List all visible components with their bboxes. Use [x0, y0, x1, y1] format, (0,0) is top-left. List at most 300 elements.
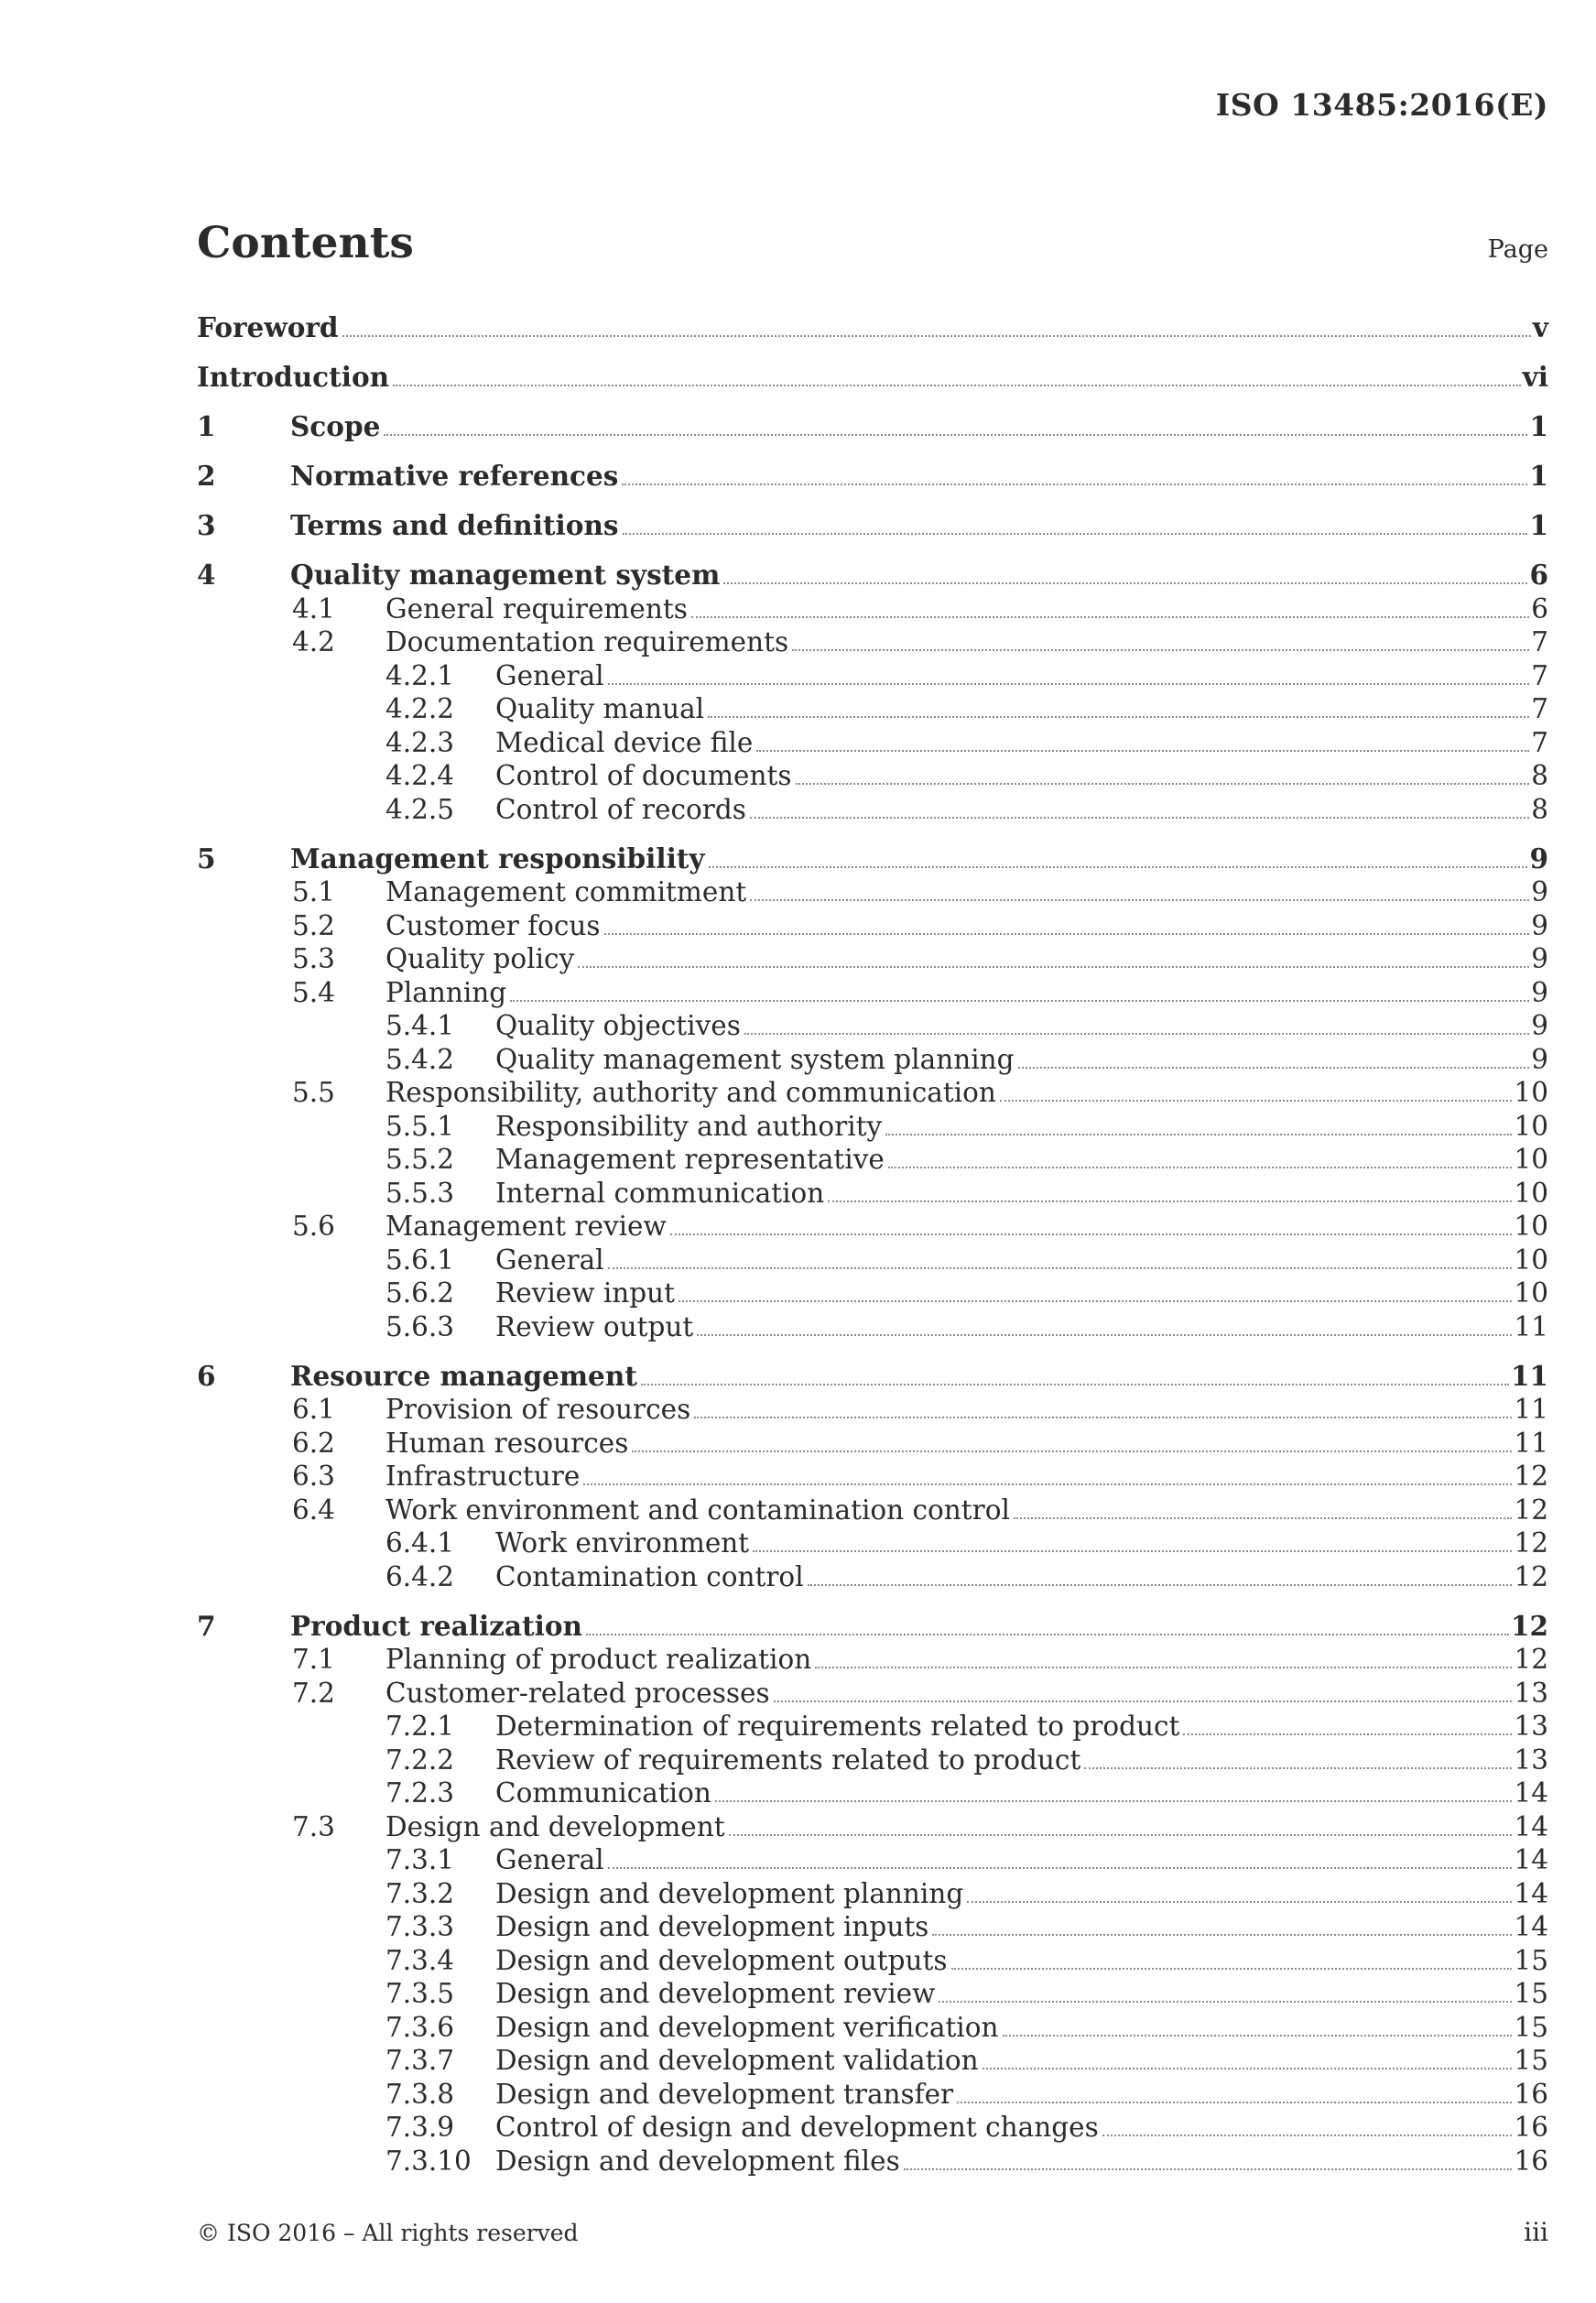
toc-entry-title[interactable]: Foreword — [197, 311, 339, 343]
toc-entry-line — [495, 759, 1548, 793]
toc-entry-line — [385, 1810, 1548, 1844]
toc-entry-title[interactable]: Customer-related processes — [385, 1677, 770, 1709]
toc-entry[interactable] — [197, 1210, 1548, 1244]
toc-entry[interactable] — [197, 793, 1548, 827]
toc-entry-title[interactable]: General — [495, 1844, 604, 1875]
toc-entry-title[interactable]: Review of requirements related to product — [495, 1744, 1081, 1776]
toc-entry-page: 9 — [1531, 1043, 1548, 1075]
toc-entry-page: 12 — [1514, 1644, 1548, 1675]
toc-entry-page: 9 — [1531, 909, 1548, 941]
toc-entry-number: 7.1 — [292, 1644, 335, 1675]
toc-entry-number: 6 — [197, 1359, 216, 1392]
dot-leader — [729, 1834, 1513, 1836]
toc-entry-line — [290, 842, 1548, 876]
toc-entry-number: 7.3.2 — [385, 1877, 455, 1909]
toc-entry-title[interactable]: Quality objectives — [495, 1010, 741, 1041]
toc-entry-title[interactable]: Medical device file — [495, 726, 754, 758]
toc-entry-number: 5.4 — [292, 976, 335, 1008]
toc-entry-title[interactable]: Design and development inputs — [495, 1911, 929, 1942]
toc-entry-title[interactable]: Planning — [385, 976, 507, 1008]
toc-entry-line — [495, 1310, 1548, 1344]
toc-entry-title[interactable]: Quality management system — [290, 559, 721, 591]
toc-entry-title[interactable]: Design and development files — [495, 2145, 900, 2177]
toc-entry-page: 8 — [1531, 760, 1548, 791]
toc-entry-page: 14 — [1514, 1810, 1548, 1842]
toc-entry-line — [385, 592, 1548, 626]
dot-leader — [679, 1300, 1512, 1302]
toc-entry-line — [495, 2011, 1548, 2045]
toc-entry[interactable] — [197, 1276, 1548, 1310]
toc-entry[interactable] — [197, 875, 1548, 909]
toc-entry[interactable] — [197, 976, 1548, 1010]
dot-leader — [342, 335, 1531, 337]
toc-entry-number: 2 — [197, 460, 216, 492]
toc-entry-title[interactable]: Quality manual — [495, 693, 705, 724]
toc-entry-title[interactable]: Control of design and development changes — [495, 2112, 1099, 2143]
toc-entry-line — [495, 1910, 1548, 1944]
toc-entry-number: 5 — [197, 842, 216, 874]
toc-entry-title[interactable]: Review output — [495, 1310, 694, 1342]
toc-entry[interactable] — [197, 1643, 1548, 1677]
dot-leader — [774, 1700, 1513, 1702]
toc-entry-page: 9 — [1531, 1010, 1548, 1041]
toc-entry-number: 7.3.3 — [385, 1911, 455, 1942]
toc-entry-line — [495, 692, 1548, 726]
toc-entry-page: 10 — [1514, 1177, 1548, 1209]
toc-entry-line — [495, 793, 1548, 827]
toc-entry-number: 7.2.1 — [385, 1711, 455, 1742]
toc-entry-page: 7 — [1531, 693, 1548, 724]
dot-leader — [904, 2168, 1513, 2170]
dot-leader — [815, 1667, 1512, 1668]
toc-entry[interactable] — [197, 1744, 1548, 1777]
toc-entry-number: 5.5.1 — [385, 1110, 455, 1142]
toc-entry-line — [290, 559, 1548, 592]
toc-entry-title[interactable]: Design and development planning — [495, 1877, 964, 1909]
page-number: iii — [1524, 2217, 1548, 2247]
toc-entry-title[interactable]: Work environment and contamination control — [385, 1494, 1010, 1526]
toc-entry-line — [197, 361, 1548, 395]
toc-entry-number: 7.3.4 — [385, 1944, 455, 1976]
toc-entry[interactable] — [197, 592, 1548, 626]
toc-entry-title[interactable]: Contamination control — [495, 1560, 804, 1592]
toc-entry-page: 1 — [1529, 460, 1548, 492]
toc-entry-line — [495, 659, 1548, 693]
toc-entry-page: 14 — [1514, 1777, 1548, 1809]
toc-entry-title[interactable]: Control of documents — [495, 760, 792, 791]
toc-entry-line — [495, 1043, 1548, 1077]
toc-entry[interactable] — [197, 1043, 1548, 1077]
dot-leader — [932, 1934, 1512, 1936]
toc-entry-line — [495, 1276, 1548, 1310]
toc-entry[interactable] — [197, 1009, 1548, 1043]
toc-entry[interactable] — [197, 2145, 1548, 2178]
toc-entry-line — [495, 1877, 1548, 1911]
toc-entry-page: 10 — [1514, 1277, 1548, 1309]
dot-leader — [632, 1450, 1512, 1452]
toc-entry-title[interactable]: Responsibility and authority — [495, 1110, 883, 1142]
toc-entry-line — [290, 1360, 1548, 1394]
dot-leader — [1014, 1517, 1513, 1519]
toc-entry[interactable] — [197, 1610, 1548, 1644]
toc-entry-line — [290, 410, 1548, 444]
dot-leader — [393, 385, 1521, 386]
toc-entry[interactable] — [197, 1460, 1548, 1494]
dot-leader — [708, 716, 1529, 718]
toc-entry-title[interactable]: Planning of product realization — [385, 1644, 812, 1675]
toc-entry-number: 6.4.2 — [385, 1560, 455, 1592]
document-id: ISO 13485:2016(E) — [1215, 87, 1548, 123]
toc-entry-page: 14 — [1514, 1877, 1548, 1909]
toc-entry-number: 4.2.3 — [385, 726, 455, 758]
toc-entry[interactable] — [197, 1526, 1548, 1560]
toc-entry-number: 3 — [197, 509, 216, 541]
toc-entry-line — [385, 909, 1548, 943]
toc-entry-line — [495, 1843, 1548, 1877]
dot-leader — [608, 1867, 1513, 1869]
toc-entry-title[interactable]: Control of records — [495, 793, 746, 825]
toc-entry-number: 5.4.1 — [385, 1010, 455, 1041]
toc-entry-page: 9 — [1531, 976, 1548, 1008]
toc-entry[interactable] — [197, 1877, 1548, 1911]
toc-entry-page: v — [1532, 311, 1548, 343]
toc-entry-line — [495, 1944, 1548, 1978]
toc-entry-title[interactable]: Management responsibility — [290, 842, 705, 874]
toc-entry-title[interactable]: Normative references — [290, 460, 619, 492]
toc-entry-number: 7.3.5 — [385, 1978, 455, 2009]
dot-leader — [1102, 2135, 1513, 2136]
toc-entry-page: vi — [1522, 361, 1548, 393]
toc-entry-line — [495, 2078, 1548, 2112]
dot-leader — [1000, 1100, 1513, 1102]
toc-entry-line — [290, 509, 1548, 543]
toc-entry[interactable] — [197, 1110, 1548, 1144]
toc-entry[interactable] — [197, 759, 1548, 793]
toc-entry[interactable] — [197, 1977, 1548, 2011]
toc-entry-number: 7.2.3 — [385, 1777, 455, 1809]
toc-entry-page: 11 — [1510, 1359, 1548, 1392]
toc-entry-line — [385, 1427, 1548, 1461]
table-of-contents — [197, 311, 1548, 2178]
toc-entry-number: 5.5.3 — [385, 1177, 455, 1209]
dot-leader — [723, 582, 1527, 584]
toc-entry-line — [495, 1526, 1548, 1560]
dot-leader — [641, 1384, 1509, 1385]
toc-entry-number: 7.3.8 — [385, 2078, 455, 2110]
dot-leader — [967, 1901, 1512, 1903]
dot-leader — [939, 2001, 1512, 2003]
toc-entry-number: 5.1 — [292, 876, 335, 907]
toc-entry-title[interactable]: Product realization — [290, 1609, 582, 1642]
dot-leader — [750, 817, 1529, 819]
toc-entry-title[interactable]: Design and development outputs — [495, 1944, 948, 1976]
toc-entry-title[interactable]: General requirements — [385, 592, 688, 625]
toc-entry-number: 5.6.2 — [385, 1277, 455, 1309]
toc-entry-number: 5.2 — [292, 909, 335, 941]
toc-entry-page: 11 — [1514, 1394, 1548, 1425]
toc-entry[interactable] — [197, 1944, 1548, 1978]
toc-entry-page: 1 — [1529, 509, 1548, 541]
dot-leader — [709, 866, 1528, 868]
toc-entry-title[interactable]: Communication — [495, 1777, 711, 1809]
toc-entry-page: 14 — [1514, 1844, 1548, 1875]
toc-entry-title[interactable]: Design and development validation — [495, 2045, 979, 2076]
dot-leader — [670, 1233, 1513, 1235]
toc-entry-title[interactable]: Work environment — [495, 1527, 750, 1559]
toc-entry-title[interactable]: General — [495, 1244, 604, 1276]
toc-entry-number: 7.2 — [292, 1677, 335, 1709]
dot-leader — [744, 1033, 1529, 1035]
toc-entry-number: 7.3.1 — [385, 1844, 455, 1875]
toc-entry-line — [385, 1393, 1548, 1427]
dot-leader — [792, 649, 1529, 651]
toc-entry[interactable] — [197, 1710, 1548, 1744]
toc-entry[interactable] — [197, 311, 1548, 345]
dot-leader — [888, 1167, 1513, 1168]
toc-entry-title[interactable]: Infrastructure — [385, 1461, 581, 1492]
toc-entry-page: 15 — [1514, 2045, 1548, 2076]
toc-entry-number: 7 — [197, 1609, 216, 1642]
toc-entry-line — [385, 1210, 1548, 1244]
toc-entry-line — [495, 1143, 1548, 1177]
dot-leader — [510, 1000, 1529, 1002]
contents-heading: Contents — [197, 218, 414, 268]
toc-entry[interactable] — [197, 559, 1548, 592]
toc-entry[interactable] — [197, 1810, 1548, 1844]
toc-entry-line — [290, 1610, 1548, 1644]
toc-entry-number: 6.1 — [292, 1394, 335, 1425]
toc-entry-title[interactable]: Design and development — [385, 1810, 725, 1842]
toc-entry[interactable] — [197, 1494, 1548, 1527]
toc-entry[interactable] — [197, 460, 1548, 494]
dot-leader — [753, 1550, 1512, 1552]
toc-entry[interactable] — [197, 1244, 1548, 1277]
toc-entry-number: 7.3.10 — [385, 2145, 472, 2177]
toc-entry-title[interactable]: Terms and definitions — [290, 509, 619, 541]
page-column-label: Page — [1487, 235, 1548, 264]
toc-entry[interactable] — [197, 1143, 1548, 1177]
toc-entry-line — [385, 625, 1548, 659]
toc-entry-title[interactable]: Quality management system planning — [495, 1043, 1015, 1075]
toc-entry[interactable] — [197, 2044, 1548, 2078]
toc-entry[interactable] — [197, 1677, 1548, 1711]
toc-entry-line — [385, 1076, 1548, 1110]
dot-leader — [583, 1483, 1512, 1485]
toc-entry-page: 9 — [1531, 943, 1548, 974]
toc-entry-page: 10 — [1514, 1144, 1548, 1175]
toc-entry-line — [495, 1744, 1548, 1777]
toc-entry-page: 12 — [1514, 1527, 1548, 1559]
toc-entry-title[interactable]: Design and development verification — [495, 2011, 999, 2043]
toc-entry-page: 13 — [1514, 1677, 1548, 1709]
toc-entry-page: 10 — [1514, 1110, 1548, 1142]
toc-entry-number: 6.4.1 — [385, 1527, 455, 1559]
toc-entry-title[interactable]: Responsibility, authority and communication — [385, 1077, 996, 1108]
toc-entry-line — [290, 460, 1548, 494]
toc-entry-number: 5.3 — [292, 943, 335, 974]
toc-entry[interactable] — [197, 625, 1548, 659]
toc-entry-page: 12 — [1514, 1461, 1548, 1492]
toc-entry-page: 9 — [1529, 842, 1548, 874]
toc-entry-title[interactable]: Management review — [385, 1211, 667, 1242]
dot-leader — [608, 1267, 1513, 1269]
dot-leader — [608, 683, 1530, 685]
toc-entry-line — [495, 1560, 1548, 1594]
toc-entry-line — [495, 2145, 1548, 2178]
dot-leader — [951, 1968, 1513, 1970]
toc-entry[interactable] — [197, 2078, 1548, 2112]
toc-entry-page: 1 — [1529, 410, 1548, 442]
toc-entry[interactable] — [197, 1360, 1548, 1394]
dot-leader — [384, 434, 1527, 436]
toc-entry[interactable] — [197, 842, 1548, 876]
toc-entry[interactable] — [197, 1776, 1548, 1810]
toc-entry-number: 5.6 — [292, 1211, 335, 1242]
toc-entry-line — [385, 1460, 1548, 1494]
toc-entry[interactable] — [197, 909, 1548, 943]
toc-entry-line — [495, 1710, 1548, 1744]
toc-entry-title[interactable]: Provision of resources — [385, 1394, 691, 1425]
toc-entry[interactable] — [197, 2011, 1548, 2045]
toc-entry-page: 7 — [1531, 659, 1548, 691]
toc-entry-title[interactable]: Introduction — [197, 361, 390, 393]
toc-entry-title[interactable]: Internal communication — [495, 1177, 825, 1209]
toc-entry-page: 6 — [1531, 592, 1548, 625]
toc-entry[interactable] — [197, 1393, 1548, 1427]
dot-leader — [1018, 1067, 1530, 1069]
toc-entry-title[interactable]: Quality policy — [385, 943, 575, 974]
toc-entry-number: 7.3 — [292, 1810, 335, 1842]
dot-leader — [750, 899, 1529, 901]
toc-entry-number: 4.2.5 — [385, 793, 455, 825]
dot-leader — [1003, 2035, 1513, 2037]
dot-leader — [983, 2068, 1513, 2069]
toc-entry-line — [197, 311, 1548, 345]
toc-entry-line — [385, 1677, 1548, 1711]
toc-entry-line — [495, 2111, 1548, 2145]
toc-entry-number: 7.3.7 — [385, 2045, 455, 2076]
copyright-notice: © ISO 2016 – All rights reserved — [197, 2220, 579, 2246]
toc-entry-number: 6.4 — [292, 1494, 335, 1526]
toc-entry-page: 10 — [1514, 1077, 1548, 1108]
toc-entry[interactable] — [197, 1427, 1548, 1461]
dot-leader — [828, 1200, 1512, 1202]
toc-entry-line — [385, 1494, 1548, 1527]
toc-entry-page: 13 — [1514, 1744, 1548, 1776]
toc-entry-page: 8 — [1531, 793, 1548, 825]
toc-entry-page: 10 — [1514, 1211, 1548, 1242]
toc-entry-line — [385, 942, 1548, 976]
toc-entry-line — [495, 2044, 1548, 2078]
toc-entry-title[interactable]: Customer focus — [385, 909, 601, 941]
toc-entry-number: 5.6.3 — [385, 1310, 455, 1342]
toc-entry-page: 9 — [1531, 876, 1548, 907]
toc-entry-number: 4.2 — [292, 626, 335, 657]
toc-entry[interactable] — [197, 692, 1548, 726]
toc-entry-title[interactable]: Scope — [290, 410, 381, 442]
toc-entry[interactable] — [197, 1910, 1548, 1944]
toc-entry-title[interactable]: Design and development transfer — [495, 2078, 954, 2110]
toc-entry-title[interactable]: Human resources — [385, 1427, 629, 1459]
toc-entry-line — [385, 976, 1548, 1010]
toc-entry-title[interactable]: Management representative — [495, 1144, 885, 1175]
toc-entry-number: 6.3 — [292, 1461, 335, 1492]
toc-entry-number: 5.6.1 — [385, 1244, 455, 1276]
toc-entry-line — [385, 875, 1548, 909]
toc-entry-number: 7.3.6 — [385, 2011, 455, 2043]
dot-leader — [796, 783, 1530, 785]
toc-entry[interactable] — [197, 361, 1548, 395]
toc-entry-page: 16 — [1514, 2112, 1548, 2143]
toc-entry-title[interactable]: Management commitment — [385, 876, 747, 907]
dot-leader — [1084, 1767, 1512, 1769]
dot-leader — [586, 1634, 1509, 1635]
toc-entry-page: 16 — [1514, 2145, 1548, 2177]
toc-entry-page: 15 — [1514, 1944, 1548, 1976]
toc-entry[interactable] — [197, 1843, 1548, 1877]
toc-entry-line — [385, 1643, 1548, 1677]
toc-entry[interactable] — [197, 942, 1548, 976]
toc-entry-number: 7.3.9 — [385, 2112, 455, 2143]
toc-entry-page: 15 — [1514, 1978, 1548, 2009]
toc-entry-number: 6.2 — [292, 1427, 335, 1459]
toc-entry-page: 12 — [1514, 1494, 1548, 1526]
toc-entry-number: 4.2.2 — [385, 693, 455, 724]
toc-entry[interactable] — [197, 1177, 1548, 1211]
toc-entry-page: 15 — [1514, 2011, 1548, 2043]
toc-entry-number: 4.2.1 — [385, 659, 455, 691]
toc-entry-page: 12 — [1510, 1609, 1548, 1642]
toc-entry-number: 5.5.2 — [385, 1144, 455, 1175]
toc-entry-title[interactable]: Documentation requirements — [385, 626, 789, 657]
toc-entry[interactable] — [197, 726, 1548, 760]
toc-entry-page: 16 — [1514, 2078, 1548, 2110]
toc-entry[interactable] — [197, 410, 1548, 444]
toc-entry-line — [495, 1977, 1548, 2011]
dot-leader — [957, 2102, 1512, 2103]
dot-leader — [697, 1334, 1512, 1336]
dot-leader — [1183, 1733, 1512, 1735]
toc-entry[interactable] — [197, 509, 1548, 543]
toc-entry-title[interactable]: Resource management — [290, 1359, 637, 1392]
toc-entry-number: 5.5 — [292, 1077, 335, 1108]
dot-leader — [694, 1417, 1512, 1418]
toc-entry-line — [495, 726, 1548, 760]
toc-entry-number: 1 — [197, 410, 216, 442]
toc-entry-title[interactable]: Design and development review — [495, 1978, 936, 2009]
toc-entry-title[interactable]: General — [495, 659, 604, 691]
toc-entry-line — [495, 1110, 1548, 1144]
toc-entry[interactable] — [197, 1076, 1548, 1110]
toc-entry[interactable] — [197, 2111, 1548, 2145]
toc-entry-page: 13 — [1514, 1711, 1548, 1742]
dot-leader — [756, 750, 1529, 752]
toc-entry[interactable] — [197, 1560, 1548, 1594]
toc-entry-title[interactable]: Review input — [495, 1277, 676, 1309]
dot-leader — [885, 1134, 1512, 1135]
toc-entry-page: 11 — [1514, 1310, 1548, 1342]
toc-entry-line — [495, 1177, 1548, 1211]
toc-entry-page: 12 — [1514, 1560, 1548, 1592]
toc-entry-line — [495, 1009, 1548, 1043]
dot-leader — [622, 483, 1527, 485]
toc-entry-title[interactable]: Determination of requirements related to product — [495, 1711, 1180, 1742]
toc-entry-line — [495, 1244, 1548, 1277]
toc-entry[interactable] — [197, 1310, 1548, 1344]
toc-entry[interactable] — [197, 659, 1548, 693]
dot-leader — [578, 966, 1529, 968]
toc-entry-line — [495, 1776, 1548, 1810]
